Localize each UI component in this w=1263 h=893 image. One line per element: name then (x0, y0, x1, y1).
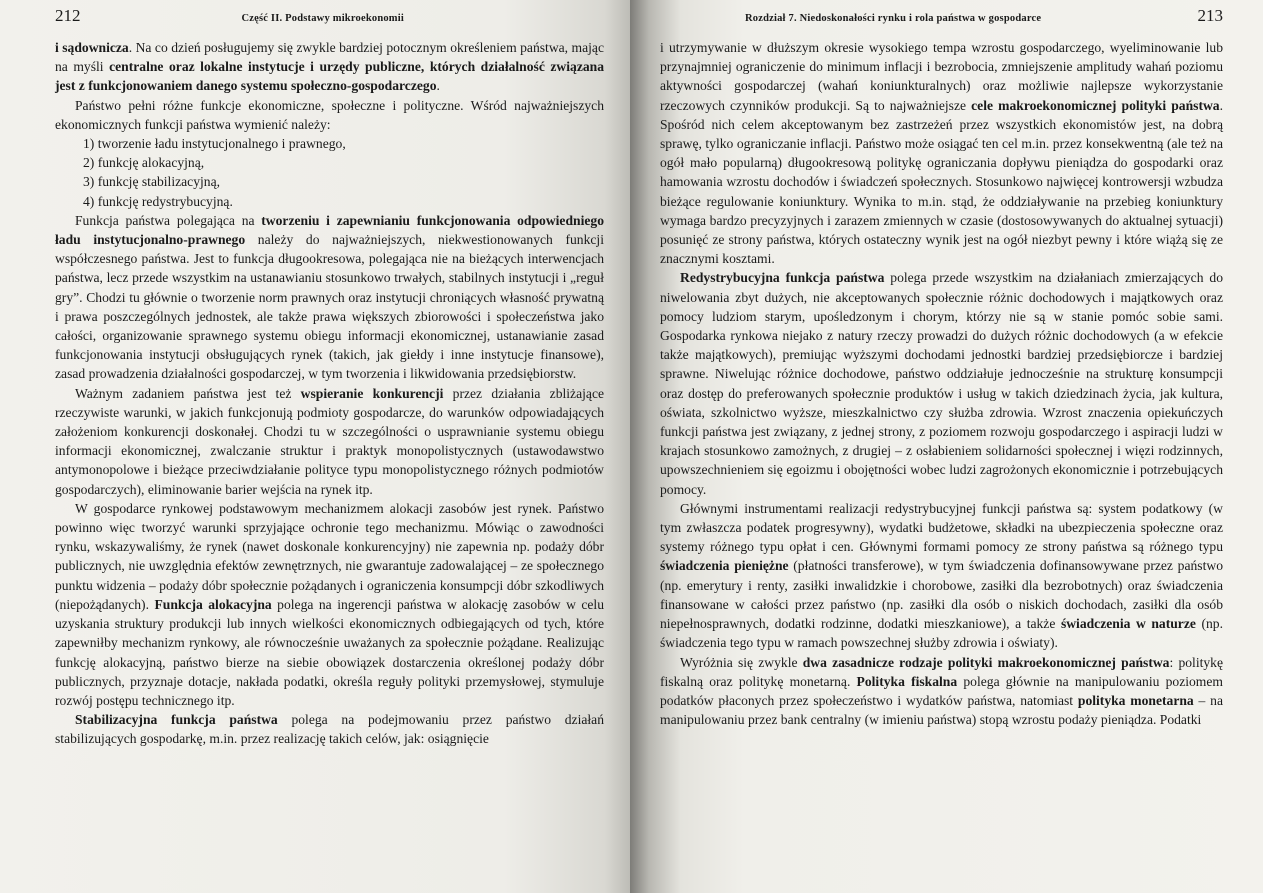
paragraph: Państwo pełni różne funkcje ekonomiczne, społeczne i polityczne. Wśród najważniejszych ekonomicznych funkcji państwa wymienić należy: (55, 97, 604, 132)
paragraph: W gospodarce rynkowej podstawowym mechanizmem alokacji zasobów jest rynek. Państwo powinno więc tworzyć warunki sprzyjające ochronie tego mechanizmu. Mówiąc o zawodności rynku, wskazywaliśmy, że rynek (nawet doskonale konkurencyjny) nie zapewnia np. podaży dóbr publicznych, nie uwzględnia efektów zewnętrznych, nie gwarantuje zadowalającej – ze społecznego punktu widzenia – podaży dóbr społecznie pożądanych i ograniczenia konsumpcji dóbr szkodliwych (niepożądanych). Funkcja alokacyjna polega na ingerencji państwa w alokację zasobów w celu uzyskania struktury produkcji lub innych wielkości ekonomicznych odbiegających od tych, które zapewniłby mechanizm rynkowy, ale równocześnie uważanych za społecznie pożądane. Realizując funkcję alokacyjną, państwo bierze na siebie obowiązek dostarczenia określonej podaży dóbr publicznych, przyznaje dotacje, nakłada podatki, określa reguły polityki przemysłowej, stymuluje rozwój postępu technicznego itp. (55, 500, 605, 708)
paragraph: Głównymi instrumentami realizacji redystrybucyjnej funkcji państwa są: system podatkowy (w tym zwłaszcza podatek progresywny), wydatki budżetowe, składki na ubezpieczenia społeczne oraz systemy różnego typu opłat i cen. Głównymi formami pomocy ze strony państwa są różnego typu świadczenia pieniężne (płatności transferowe), w tym świadczenia dofinansowywane przez państwo (np. emerytury i renty, zasiłki inwalidzkie i chorobowe, zasiłki dla bezrobotnych) oraz świadczenia finansowane w całości przez państwo (np. zasiłki dla osób o niskich dochodach, zasiłki dla osób niepełnosprawnych, dodatki rodzinne, dodatki mieszkaniowe), a także świadczenia w naturze (np. świadczenia tego typu w ramach powszechnej służby zdrowia i oświaty). (660, 500, 1223, 651)
left-page-body (55, 38, 604, 749)
list-item: 4) funkcję redystrybucyjną. (83, 193, 233, 209)
bold-term: Stabilizacyjna funkcja państwa (75, 712, 278, 728)
bold-term: i sądownicza (55, 40, 129, 55)
paragraph: i utrzymywanie w dłuższym okresie wysokiego tempa wzrostu gospodarczego, wyeliminowanie lub przynajmniej ograniczenie do minimum inflacji i bezrobocia, zmniejszenie amplitudy wahań poziomu aktywności gospodarczej (wahań koniunkturalnych) oraz możliwie najlepsze wykorzystanie rzeczowych czynników produkcji. Są to najważniejsze cele makroekonomicznej polityki państwa. Spośród nich celem akceptowanym bez zastrzeżeń przez wszystkich ekonomistów jest, na dobrą sprawę, tylko ograniczanie inflacji. Państwo może osiągać ten cel m.in. przez konsekwentną (ale też na ogół mało popularną) długookresową politykę ograniczania dopływu pieniądza do gospodarki oraz hamowania wzrostu dochodów i świadczeń społecznych. Stosunkowo najwięcej kontrowersji wzbudza bieżące regulowanie koniunktury. Wynika to m.in. stąd, że oddziaływanie na przebieg koniunktury wymaga bardzo precyzyjnych i zarazem zmiennych w czasie (dostosowywanych do aktualnej sytuacji) posunięć ze strony państwa, których ostateczny wynik jest na ogół niezbyt pewny i które wiążą się ze znacznymi kosztami. (660, 40, 1223, 267)
list-item: 3) funkcję stabilizacyjną, (83, 174, 221, 190)
list-item: 1) tworzenie ładu instytucjonalnego i prawnego, (83, 136, 346, 152)
left-running-head (55, 6, 604, 32)
bold-term: wspieranie konkurencji (300, 385, 444, 401)
bold-term: centralne oraz lokalne instytucje i urzędy publiczne, których działalność związana jest z funkcjonowaniem danego systemu społeczno-gospodarczego (55, 59, 605, 94)
right-running-head (660, 6, 1223, 32)
paragraph: Redystrybucyjna funkcja państwa polega przede wszystkim na działaniach zmierzających do niwelowania zbyt dużych, nie akceptowanych społecznie różnic dochodowych i majątkowych oraz pomocy ludziom starym, upośledzonym i chorym, którzy nie są w stanie pomóc sobie sami. Gospodarka rynkowa niejako z natury rzeczy prowadzi do dużych różnic dochodowych (a w efekcie także majątkowych), premiując wyższymi dochodami jednostki bardziej przedsiębiorcze i bardziej sprawne. Niwelując różnice dochodowe, państwo oddziałuje jednocześnie na strukturę konsumpcji oraz dostęp do preferowanych społecznie produktów i usług w takich dziedzinach życia, jak kultura, oświata, szkolnictwo wyższe, mieszkalnictwo czy służba zdrowia. Wzrost znaczenia opiekuńczych funkcji państwa jest związany, z jednej strony, z poziomem rozwoju gospodarczego i aspiracji ludzi w krajach stosunkowo zamożnych, z drugiej – z osłabieniem solidarności społecznej i więzi rodzinnych, upowszechnieniem się egoizmu i obojętności wobec ludzi zagrożonych ekonomicznie i potrzebujących pomocy. (660, 270, 1223, 497)
left-page-number: 212 (55, 6, 81, 25)
right-running-title: Rozdział 7. Niedoskonałości rynku i rola państwa w gospodarce (745, 13, 1042, 24)
list-item: 2) funkcję alokacyjną, (83, 155, 205, 171)
bold-term: świadczenia pieniężne (660, 558, 789, 574)
bold-term: Redystrybucyjna funkcja państwa (680, 270, 885, 286)
bold-term: Funkcja alokacyjna (154, 596, 272, 612)
paragraph: Wyróżnia się zwykle dwa zasadnicze rodzaje polityki makroekonomicznej państwa: politykę fiskalną oraz politykę monetarną. Polityka fiskalna polega głównie na manipulowaniu poziomem podatków płaconych przez społeczeństwo i wydatków państwa, natomiast polityka monetarna – na manipulowaniu przez bank centralny (w imieniu państwa) stopą wzrostu podaży pieniądza. Podatki (660, 654, 1223, 728)
right-page-body (660, 38, 1223, 729)
bold-term: cele makroekonomicznej polityki państwa (971, 97, 1220, 113)
paragraph: Stabilizacyjna funkcja państwa polega na podejmowaniu przez państwo działań stabilizujących gospodarkę, m.in. przez realizację takich celów, jak: osiągnięcie (55, 712, 604, 747)
paragraph: i sądownicza. Na co dzień posługujemy się zwykle bardziej potocznym określeniem państwa, mając na myśli centralne oraz lokalne instytucje i urzędy publiczne, których działalność związana jest z funkcjonowaniem danego systemu społeczno-gospodarczego. (55, 40, 605, 94)
bold-term: świadczenia w naturze (1060, 616, 1196, 632)
bold-term: Polityka fiskalna (856, 673, 958, 689)
right-page (630, 0, 1263, 893)
paragraph: Funkcja państwa polegająca na tworzeniu i zapewnianiu funkcjonowania odpowiedniego ładu instytucjonalno-prawnego należy do najważniejszych, niekwestionowanych funkcji współczesnego państwa. Jest to funkcja długookresowa, polegająca nie na bieżących interwencjach państwa, lecz przede wszystkim na ustanawianiu stosunkowo trwałych, stabilnych instytucji i „reguł gry”. Chodzi tu głównie o tworzenie norm prawnych oraz instytucji chroniących własność prywatną i prawa poszczególnych jednostek, ale także prawa większych zbiorowości i społeczeństwa jako całości, organizowanie sprawnego systemu obiegu informacji ekonomicznej, ustanawianie zasad funkcjonowania instytucji obsługujących rynek (takich, jak giełdy i inne instytucje finansowe), zasad prowadzenia działalności gospodarczej, w tym tworzenia i likwidowania przedsiębiorstw. (55, 212, 604, 382)
left-page (0, 0, 630, 893)
bold-term: tworzeniu i zapewnianiu funkcjonowania odpowiedniego ładu instytucjonalno-prawnego (55, 212, 604, 248)
left-running-title: Część II. Podstawy mikroekonomii (241, 13, 404, 24)
bold-term: dwa zasadnicze rodzaje polityki makroekonomicznej państwa (802, 654, 1170, 670)
paragraph: Ważnym zadaniem państwa jest też wspieranie konkurencji przez działania zbliżające rzeczywiste warunki, w jakich funkcjonują podmioty gospodarcze, do warunków odpowiadających założeniom konkurencji doskonałej. Chodzi tu w szczególności o usprawnianie systemu obiegu informacji ekonomicznej, zwalczanie struktur i praktyk monopolistycznych (ustawodawstwo antymonopolowe i bieżące przeciwdziałanie polityce typu monopolistycznego różnych podmiotów gospodarczych), eliminowanie barier wejścia na rynek itp. (55, 385, 605, 497)
bold-term: polityka monetarna (1077, 692, 1194, 708)
right-page-number: 213 (1197, 6, 1223, 25)
